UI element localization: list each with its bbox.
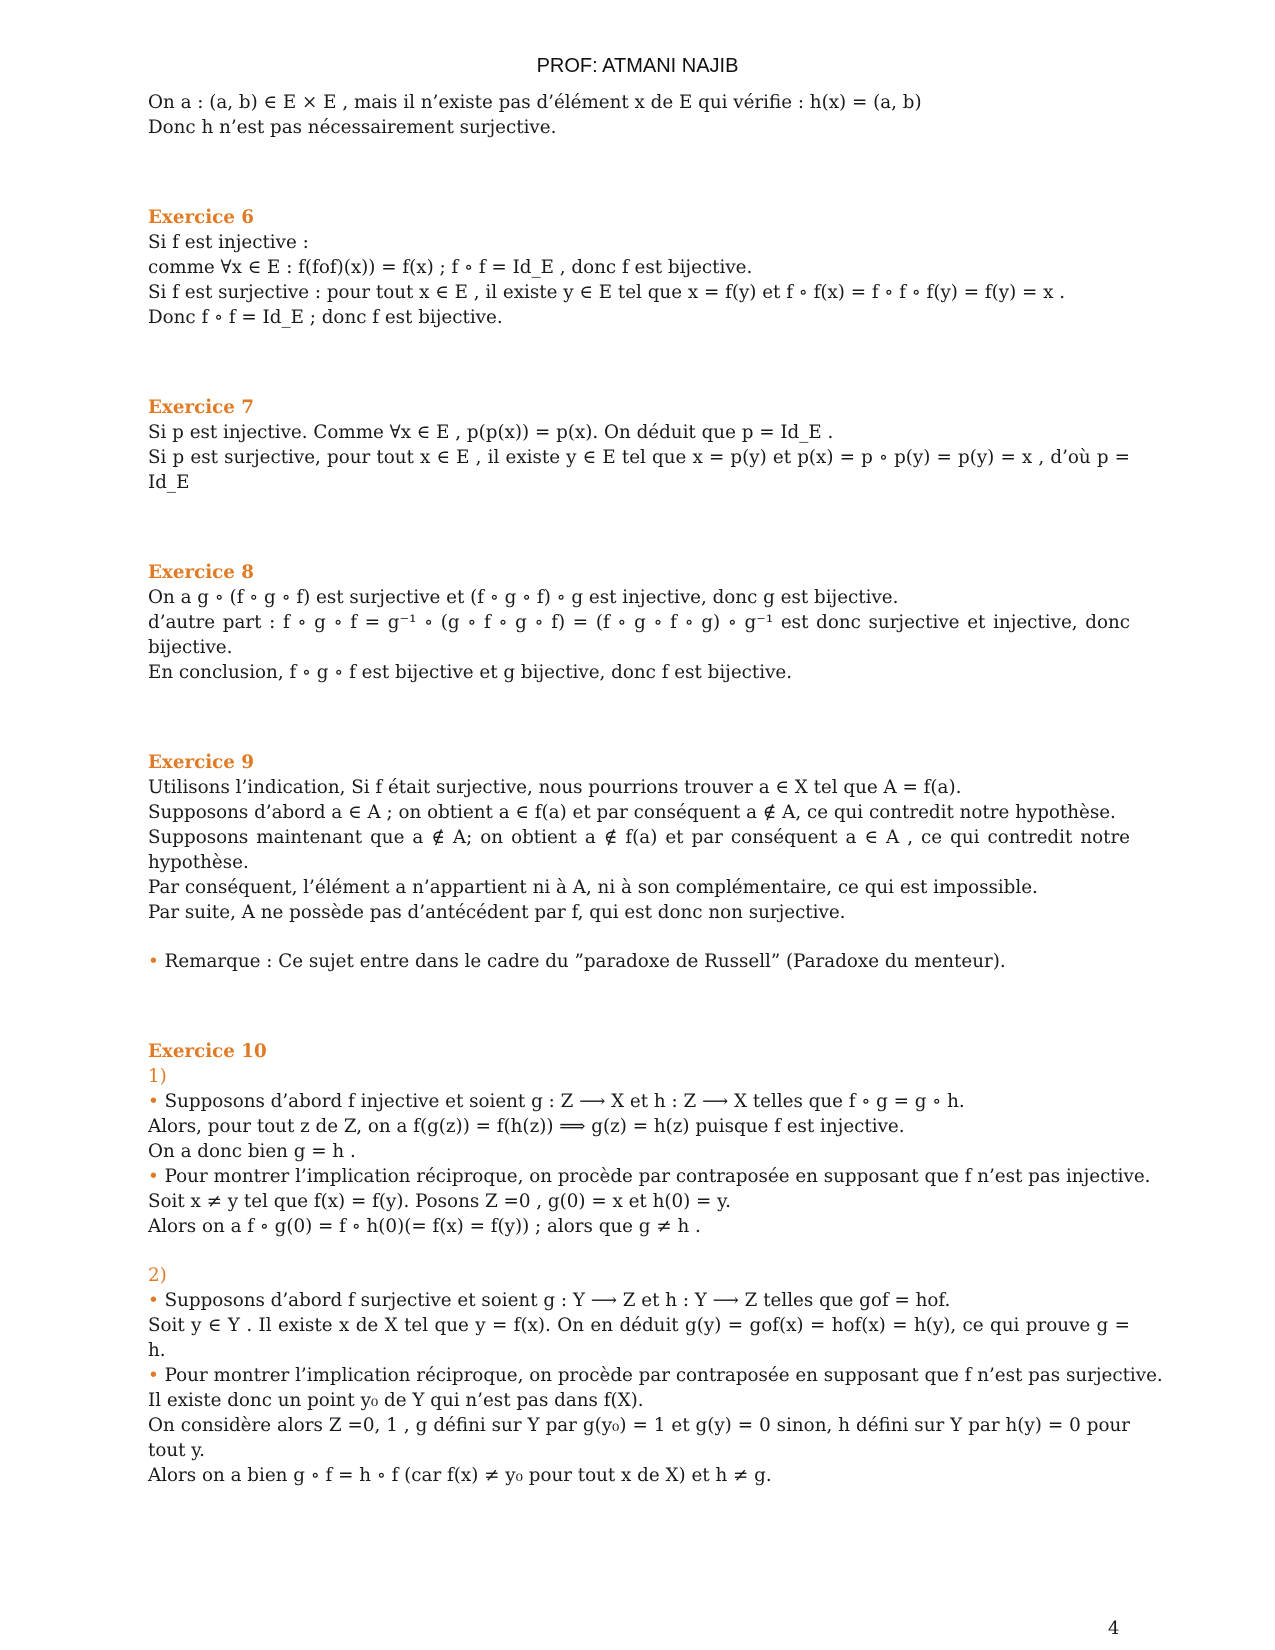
exercise-7-title: Exercice 7 [148, 397, 255, 418]
exercise-9-title: Exercice 9 [148, 752, 255, 773]
page-header: PROF: ATMANI NAJIB [536, 55, 739, 77]
ex8-line-2: d’autre part : f ∘ g ∘ f = g⁻¹ ∘ (g ∘ f ∘ g ∘ f) = (f ∘ g ∘ f ∘ g) ∘ g⁻¹ est donc surjective et injective, donc bijective. [148, 612, 1130, 658]
ex10-p2-line-6: Alors on a bien g ∘ f = h ∘ f (car f(x) ≠ y₀ pour tout x de X) et h ≠ g. [148, 1465, 772, 1486]
ex7-line-1: Si p est injective. Comme ∀x ∈ E , p(p(x)) = p(x). On déduit que p = Id_E . [148, 422, 834, 443]
bullet-icon: • [148, 1091, 159, 1112]
ex10-p1-line-2: Alors, pour tout z de Z, on a f(g(z)) = f(h(z)) ⟹ g(z) = h(z) puisque f est injective. [148, 1116, 905, 1137]
ex10-p1-line-3: On a donc bien g = h . [148, 1141, 356, 1162]
page-number: 4 [1108, 1618, 1120, 1639]
bullet-icon: • [148, 1166, 159, 1187]
ex6-line-2: comme ∀x ∈ E : f(fof)(x)) = f(x) ; f ∘ f = Id_E , donc f est bijective. [148, 257, 753, 278]
ex6-line-1: Si f est injective : [148, 232, 309, 253]
intro-line-2: Donc h n’est pas nécessairement surjective. [148, 117, 557, 138]
ex10-p1-bullet-2 [148, 1164, 1151, 1189]
ex10-p2-line-5: On considère alors Z =0, 1 , g défini sur Y par g(y₀) = 1 et g(y) = 0 sinon, h défini sur Y par h(y) = 0 pour tout y. [148, 1415, 1130, 1461]
ex10-p1-bullet-2-text: Pour montrer l’implication réciproque, on procède par contraposée en supposant que f n’est pas injective. [164, 1166, 1151, 1187]
exercise-8-title: Exercice 8 [148, 562, 255, 583]
ex10-p1-line-6: Alors on a f ∘ g(0) = f ∘ h(0)(= f(x) = f(y)) ; alors que g ≠ h . [148, 1216, 701, 1237]
ex10-p1-line-5: Soit x ≠ y tel que f(x) = f(y). Posons Z =0 , g(0) = x et h(0) = y. [148, 1191, 731, 1212]
ex9-line-3: Supposons maintenant que a ∉ A; on obtient a ∉ f(a) et par conséquent a ∈ A , ce qui contredit notre hypothèse. [148, 827, 1130, 873]
ex6-line-4: Donc f ∘ f = Id_E ; donc f est bijective. [148, 307, 503, 328]
ex9-line-4: Par conséquent, l’élément a n’appartient ni à A, ni à son complémentaire, ce qui est impossible. [148, 877, 1038, 898]
ex10-part-2-label: 2) [148, 1265, 167, 1286]
ex8-line-3: En conclusion, f ∘ g ∘ f est bijective et g bijective, donc f est bijective. [148, 662, 793, 683]
ex10-p2-bullet-1 [148, 1288, 1130, 1313]
ex8-line-1: On a g ∘ (f ∘ g ∘ f) est surjective et (f ∘ g ∘ f) ∘ g est injective, donc g est bijective. [148, 587, 899, 608]
ex10-p2-bullet-2-text: Pour montrer l’implication réciproque, on procède par contraposée en supposant que f n’est pas surjective. [164, 1365, 1163, 1386]
ex10-part-1-label: 1) [148, 1066, 167, 1087]
ex6-line-3: Si f est surjective : pour tout x ∈ E , il existe y ∈ E tel que x = f(y) et f ∘ f(x) = f ∘ f ∘ f(y) = f(y) = x . [148, 282, 1066, 303]
exercise-6-title: Exercice 6 [148, 207, 255, 228]
ex9-remark [148, 949, 1130, 974]
ex10-p2-line-2: Soit y ∈ Y . Il existe x de X tel que y = f(x). On en déduit g(y) = gof(x) = hof(x) = h(y), ce qui prouve g = h. [148, 1315, 1130, 1361]
bullet-icon: • [148, 1365, 159, 1386]
ex10-p2-line-4: Il existe donc un point y₀ de Y qui n’est pas dans f(X). [148, 1390, 644, 1411]
document-body [148, 90, 1163, 1488]
bullet-icon: • [148, 1290, 159, 1311]
ex10-p1-bullet-1-text: Supposons d’abord f injective et soient g : Z ⟶ X et h : Z ⟶ X telles que f ∘ g = g ∘ h. [164, 1091, 965, 1112]
ex10-p2-bullet-1-text: Supposons d’abord f surjective et soient g : Y ⟶ Z et h : Y ⟶ Z telles que gof = hof. [164, 1290, 951, 1311]
ex10-p1-bullet-1 [148, 1089, 1130, 1114]
exercise-10-title: Exercice 10 [148, 1041, 267, 1062]
bullet-icon: • [148, 951, 159, 972]
ex9-line-5: Par suite, A ne possède pas d’antécédent par f, qui est donc non surjective. [148, 902, 846, 923]
ex10-p2-bullet-2 [148, 1363, 1163, 1388]
ex9-remark-text: Remarque : Ce sujet entre dans le cadre du ”paradoxe de Russell” (Paradoxe du menteur). [164, 951, 1006, 972]
ex9-line-2: Supposons d’abord a ∈ A ; on obtient a ∈ f(a) et par conséquent a ∉ A, ce qui contredit notre hypothèse. [148, 802, 1116, 823]
ex7-line-2: Si p est surjective, pour tout x ∈ E , il existe y ∈ E tel que x = p(y) et p(x) = p ∘ p(y) = p(y) = x , d’où p = Id_E [148, 447, 1130, 493]
ex9-line-1: Utilisons l’indication, Si f était surjective, nous pourrions trouver a ∈ X tel que A = f(a). [148, 777, 962, 798]
intro-line-1: On a : (a, b) ∈ E × E , mais il n’existe pas d’élément x de E qui vérifie : h(x) = (a, b) [148, 92, 922, 113]
